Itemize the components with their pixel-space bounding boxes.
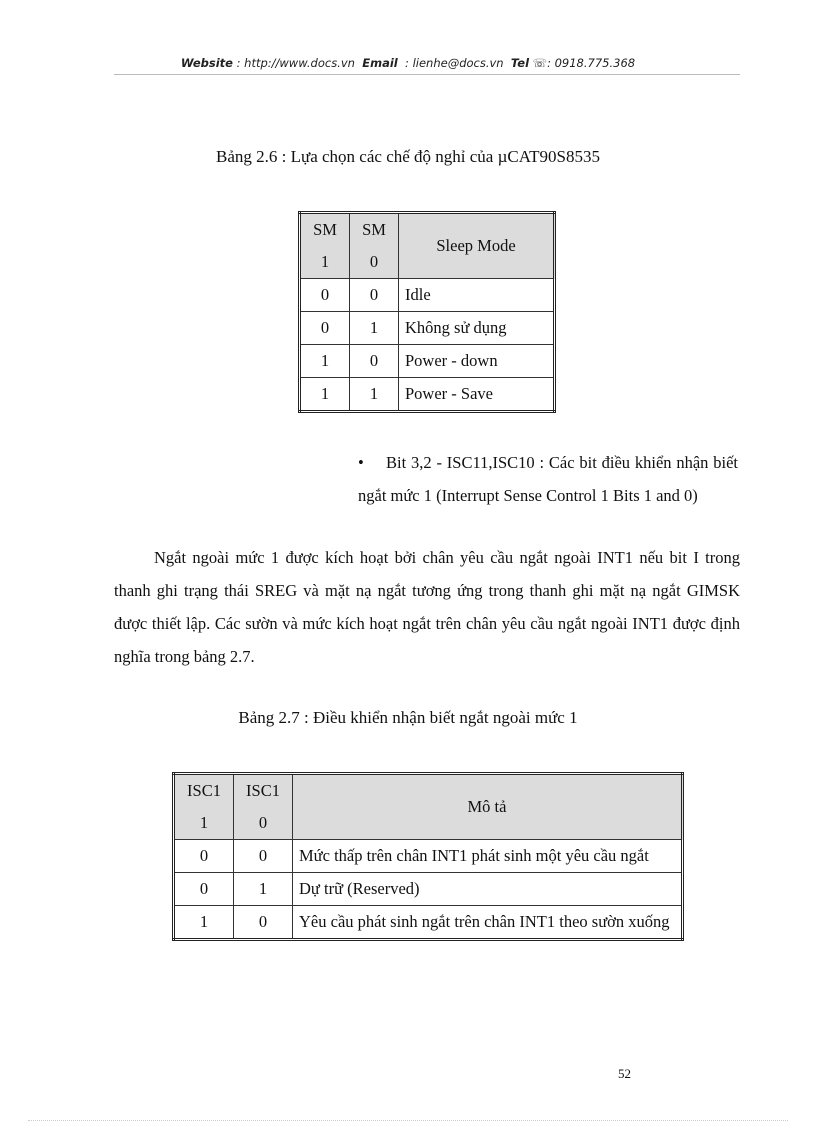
phone-icon: ☏ [532, 56, 548, 70]
cell: 0 [234, 906, 293, 940]
cell: 0 [300, 279, 350, 312]
cell: Mức thấp trên chân INT1 phát sinh một yêu cầu ngắt [293, 840, 683, 873]
interrupt-sense-table [172, 772, 684, 941]
body-paragraph: Ngắt ngoài mức 1 được kích hoạt bởi chân yêu cầu ngắt ngoài INT1 nếu bit I trong thanh ghi trạng thái SREG và mặt nạ ngắt tương ứng trong thanh ghi mặt nạ ngắt GIMSK được thiết lập. Các sườn và mức kích hoạt ngắt trên chân yêu cầu ngắt ngoài INT1 được định nghĩa trong bảng 2.7. [114, 548, 740, 666]
footer-divider [28, 1120, 788, 1121]
table-header-row [300, 213, 555, 279]
cell: Power - Save [399, 378, 555, 412]
header-cell-description: Mô tả [293, 774, 683, 840]
website-value: : http://www.docs.vn [236, 56, 355, 70]
table-row [300, 279, 555, 312]
table-header-row [174, 774, 683, 840]
table1-caption: Bảng 2.6 : Lựa chọn các chế độ nghỉ của µCAT90S8535 [216, 147, 600, 166]
table-row [300, 378, 555, 412]
header-cell-isc10: ISC1 0 [234, 774, 293, 840]
cell: 1 [350, 312, 399, 345]
cell: Power - down [399, 345, 555, 378]
page-number: 52 [618, 1066, 631, 1081]
table-row [174, 873, 683, 906]
cell: 1 [234, 873, 293, 906]
table-row [174, 906, 683, 940]
cell: Idle [399, 279, 555, 312]
table-row [300, 345, 555, 378]
cell: 1 [174, 906, 234, 940]
bullet-item [358, 446, 738, 512]
cell: 0 [350, 279, 399, 312]
header-cell-sm1: SM 1 [300, 213, 350, 279]
cell: 1 [300, 345, 350, 378]
table-row [174, 840, 683, 873]
cell: 1 [300, 378, 350, 412]
table2-caption: Bảng 2.7 : Điều khiển nhận biết ngắt ngoài mức 1 [238, 708, 578, 727]
cell: 1 [350, 378, 399, 412]
tel-label: Tel [510, 56, 530, 70]
cell: 0 [174, 873, 234, 906]
website-label: Website [180, 56, 233, 70]
cell: Không sử dụng [399, 312, 555, 345]
cell: 0 [350, 345, 399, 378]
header-cell-sm0: SM 0 [350, 213, 399, 279]
cell: 0 [234, 840, 293, 873]
table-row [300, 312, 555, 345]
tel-value: : 0918.775.368 [547, 56, 636, 70]
cell: 0 [300, 312, 350, 345]
header-divider [114, 74, 740, 75]
email-value: : lienhe@docs.vn [405, 56, 504, 70]
email-label: Email [362, 56, 398, 70]
bullet-text: Bit 3,2 - ISC11,ISC10 : Các bit điều khiển nhận biết ngắt mức 1 (Interrupt Sense Control 1 Bits 1 and 0) [358, 453, 738, 505]
cell: Dự trữ (Reserved) [293, 873, 683, 906]
sleep-mode-table [298, 211, 556, 413]
cell: Yêu cầu phát sinh ngắt trên chân INT1 theo sườn xuống [293, 906, 683, 940]
header-cell-isc11: ISC1 1 [174, 774, 234, 840]
bullet-dot-icon: • [358, 453, 364, 472]
cell: 0 [174, 840, 234, 873]
page-header [0, 56, 816, 70]
header-cell-sleep-mode: Sleep Mode [399, 213, 555, 279]
